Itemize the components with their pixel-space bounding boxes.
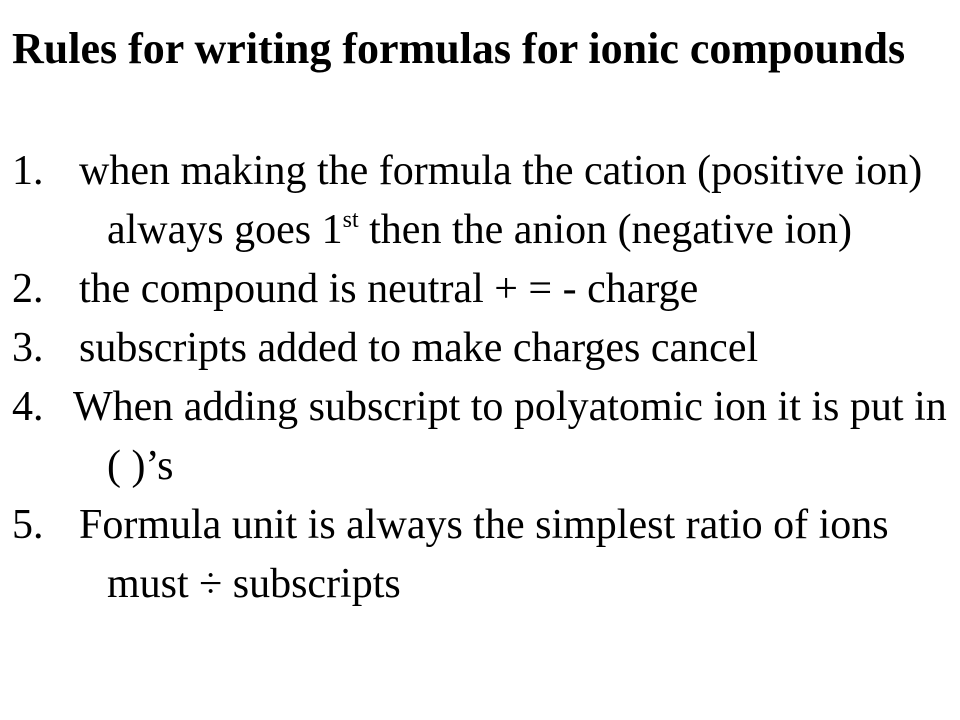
rule-3-text: subscripts added to make charges cancel (79, 325, 759, 371)
rule-1-text: when making the formula the cation (positive ion) always goes 1 (79, 148, 923, 253)
rule-5-number: 5. (12, 502, 44, 548)
rule-3-number: 3. (12, 325, 44, 371)
rule-2 (12, 260, 952, 319)
rule-2-text: the compound is neutral + = - charge (79, 266, 699, 312)
rule-1 (12, 142, 952, 260)
slide-title: Rules for writing formulas for ionic compounds (12, 24, 906, 73)
rule-1-text-continued: then the anion (negative ion) (358, 207, 852, 253)
rule-4-number: 4. (12, 384, 44, 430)
rules-list (12, 142, 952, 614)
rule-1-number: 1. (12, 148, 44, 194)
rule-3 (12, 319, 952, 378)
rule-4-text: When adding subscript to polyatomic ion it is put in ( )’s (73, 384, 947, 489)
rule-4 (12, 378, 952, 496)
rule-1-superscript: st (342, 207, 359, 233)
rule-2-number: 2. (12, 266, 44, 312)
rule-5 (12, 496, 952, 614)
rule-5-text: Formula unit is always the simplest ratio of ions must ÷ subscripts (79, 502, 889, 607)
